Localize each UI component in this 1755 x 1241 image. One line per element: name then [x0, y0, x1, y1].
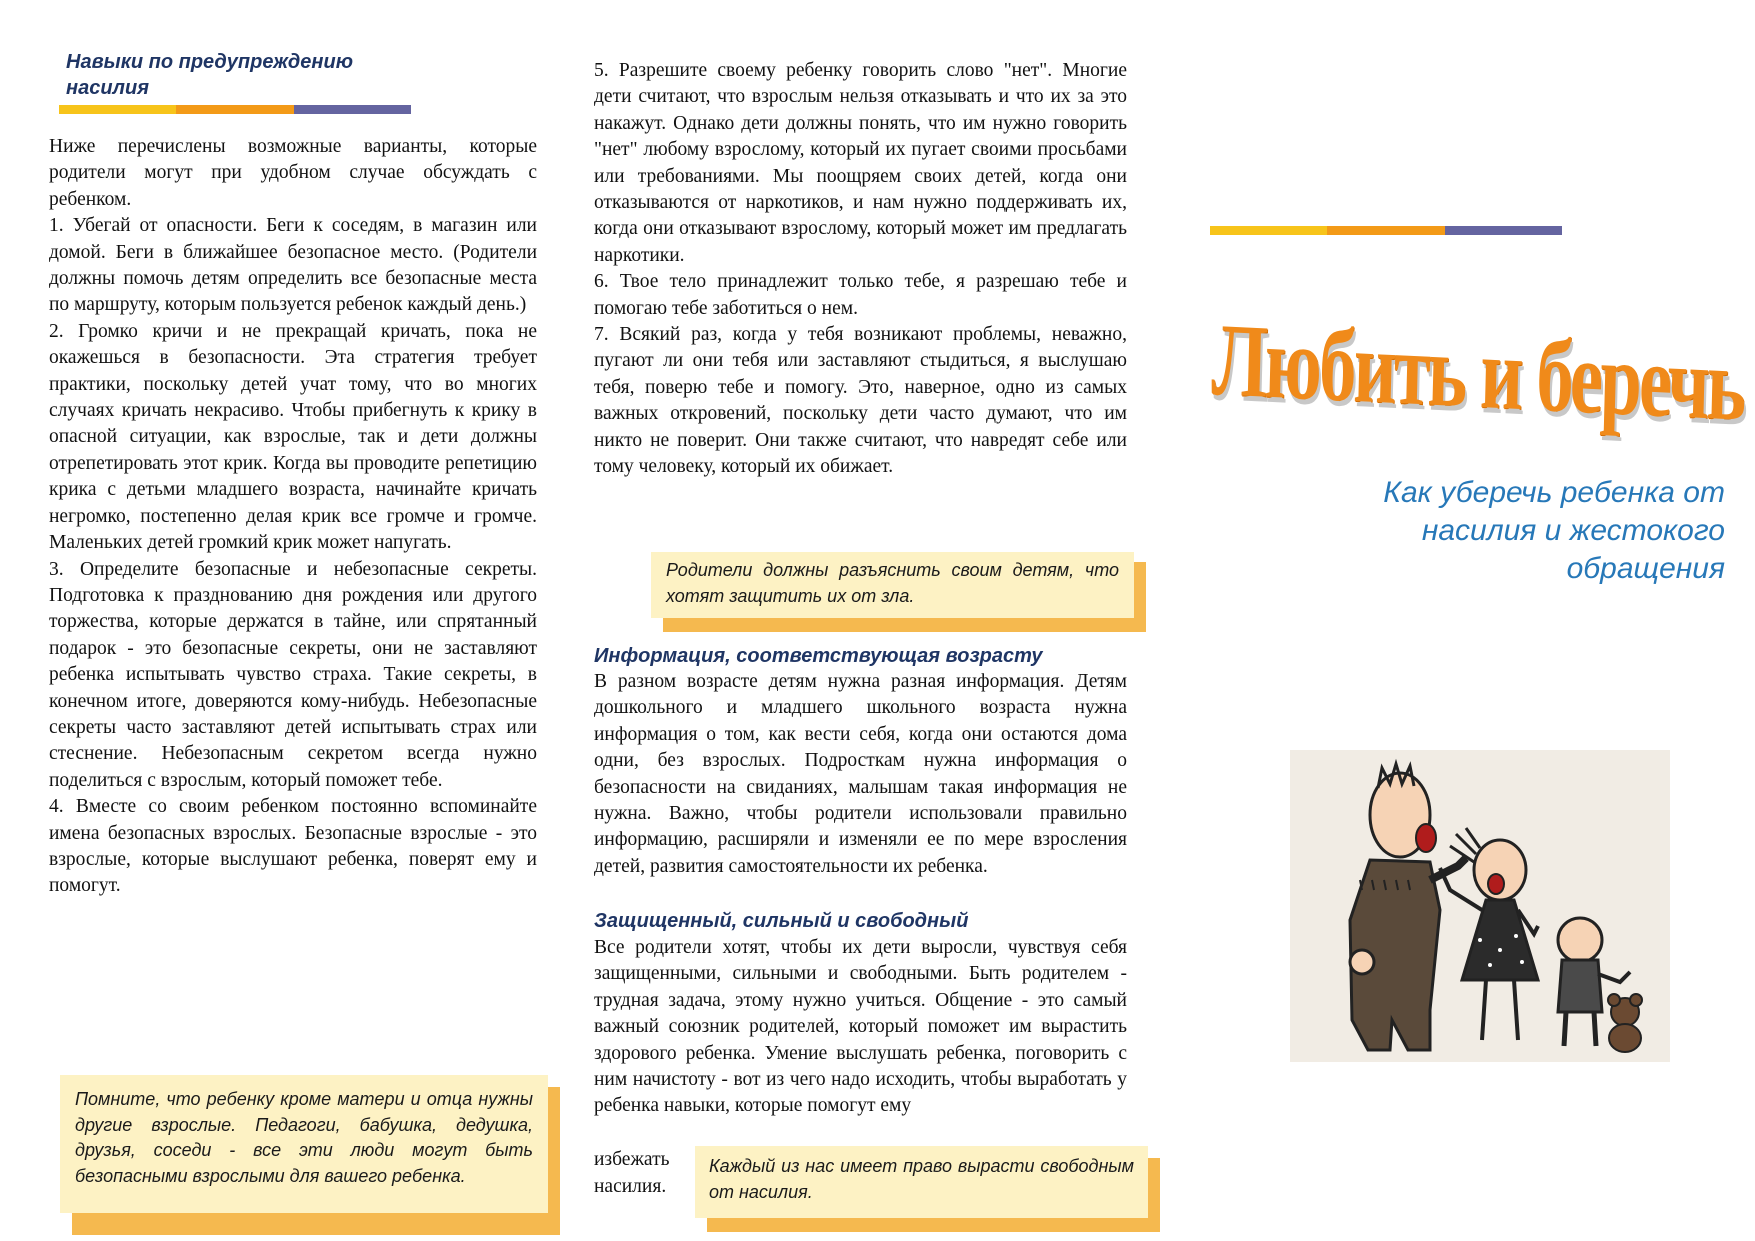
- section-heading-protected: Защищенный, сильный и свободный: [594, 910, 969, 932]
- col2-tail-2: насилия.: [594, 1176, 667, 1197]
- paragraph-1: 1. Убегай от опасности. Беги к соседям, в магазин или домой. Беги в ближайшее безопасное место. (Родители должны помочь детям определить все безопасные места по маршруту, которым пользуется ребенок каждый день.): [49, 215, 537, 316]
- paragraph-intro: Ниже перечислены возможные варианты, которые родители могут при удобном случае обсуждать с ребенком.: [49, 136, 537, 210]
- paragraph-age-info: В разном возрасте детям нужна разная информация. Детям дошкольного и младшего школьного возраста нужна информация о том, как вести себя, когда они остаются дома одни, без взрослых. Подросткам нужна информация о безопасности на свиданиях, малышам такая информация не нужна. Важно, чтобы родители использовали правильно информацию, расширяли и изменяли ее по мере взросления детей, развития самостоятельности их ребенка.: [594, 671, 1127, 877]
- paragraph-protected: Все родители хотят, чтобы их дети выросли, чувствуя себя защищенными, сильными и свободными. Быть родителем - трудная задача, этому нужно учиться. Общение - это самый важный союзник родителей, который поможет им вырастить здорового ребенка. Умение выслушать ребенка, поговорить с ним начистоту - вот из чего надо исходить, чтобы выработать у ребенка навыки, которые помогут ему: [594, 937, 1127, 1117]
- illustration-icon: [1290, 750, 1670, 1062]
- mother-figure: [1440, 828, 1538, 1040]
- col2-tail-1: избежать: [594, 1149, 670, 1170]
- bar-yellow: [59, 105, 176, 114]
- bar-orange: [176, 105, 293, 114]
- paragraph-2: 2. Громко кричи и не прекращай кричать, пока не окажешься в безопасности. Эта стратегия требует практики, поскольку детей учат тому, что во многих случаях кричать некрасиво. Чтобы прибегнуть к крику в опасной ситуации, как взрослые, так и дети должны отрепетировать этот крик. Когда вы проводите репетицию крика с детьми младшего возраста, начинайте кричать негромко, постепенно делая крик все громче и громче. Маленьких детей громкий крик может напугать.: [49, 320, 537, 554]
- section-heading-prevention: Навыки по предупреждению насилия: [66, 51, 354, 99]
- col2-age-info-body: [594, 669, 1127, 880]
- callout-safe-adults: [60, 1075, 560, 1235]
- callout-right-free: [695, 1146, 1160, 1232]
- paragraph-5: 5. Разрешите своему ребенку говорить слово "нет". Многие дети считают, что взрослым нельзя отказывать и что их за это накажут. Однако дети должны понять, что им нужно говорить "нет" любому взрослому, который их пугает своими просьбами или требованиями. Мы поощряем своих детей, когда они отказываются от наркотиков, и нам нужно поддерживать их, когда они отказывают взрослому, который может им предлагать наркотики.: [594, 60, 1127, 266]
- subtitle-line-3: обращения: [1566, 552, 1725, 585]
- paragraph-7: 7. Всякий раз, когда у тебя возникают проблемы, неважно, пугают ли они тебя или заставляют стыдиться, я выслушаю тебя, поверю тебе и помогу. Это, наверное, одно из самых важных откровений, поскольку дети часто думают, что им никто не поверит. Они также считают, что навредят себе или тому человеку, который их обижает.: [594, 324, 1127, 478]
- decorative-bars-col1: [59, 105, 411, 114]
- subtitle-line-1: Как уберечь ребенка от: [1383, 476, 1725, 509]
- callout-right-free-text: Каждый из нас имеет право вырасти свободным от насилия.: [695, 1146, 1148, 1218]
- bar-purple: [294, 105, 411, 114]
- brochure-subtitle: [1230, 474, 1725, 588]
- col2-body: [594, 58, 1127, 481]
- callout-protect: [651, 552, 1146, 632]
- section-heading-age-info: Информация, соответствующая возрасту: [594, 645, 1043, 667]
- col2-protected-body: [594, 935, 1127, 1120]
- decorative-bars-col3: [1210, 226, 1562, 235]
- callout-protect-text: Родители должны разъяснить своим детям, что хотят защитить их от зла.: [651, 552, 1134, 618]
- brochure-title: Любить и беречь: [1210, 302, 1746, 443]
- paragraph-6: 6. Твое тело принадлежит только тебе, я разрешаю тебе и помогаю тебе заботиться о нем.: [594, 271, 1127, 319]
- family-violence-illustration: [1290, 750, 1670, 1062]
- father-figure: [1350, 764, 1466, 1050]
- bar-purple: [1445, 226, 1562, 235]
- paragraph-3: 3. Определите безопасные и небезопасные секреты. Подготовка к празднованию дня рождения или другого торжества, которые держатся в тайне, или спрятанный подарок - это безопасные секреты, они не заставляют ребенка испытывать чувство страха. Такие секреты, в конечном итоге, доверяются кому-нибудь. Небезопасные секреты часто заставляют детей испытывать страх или стеснение. Небезопасным секретом всегда нужно поделиться с взрослым, который поможет тебе.: [49, 558, 537, 791]
- paragraph-4: 4. Вместе со своим ребенком постоянно вспоминайте имена безопасных взрослых. Безопасные взрослые - это взрослые, которые выслушают ребенка, поверят ему и помогут.: [49, 796, 537, 897]
- bar-yellow: [1210, 226, 1327, 235]
- callout-safe-adults-text: Помните, что ребенку кроме матери и отца нужны другие взрослые. Педагоги, бабушка, дедушка, друзья, соседи - все эти люди могут быть безопасными взрослыми для вашего ребенка.: [60, 1075, 548, 1213]
- bar-orange: [1327, 226, 1444, 235]
- col1-body: [49, 134, 537, 900]
- subtitle-line-2: насилия и жестокого: [1421, 514, 1725, 547]
- teddy-bear: [1608, 994, 1642, 1052]
